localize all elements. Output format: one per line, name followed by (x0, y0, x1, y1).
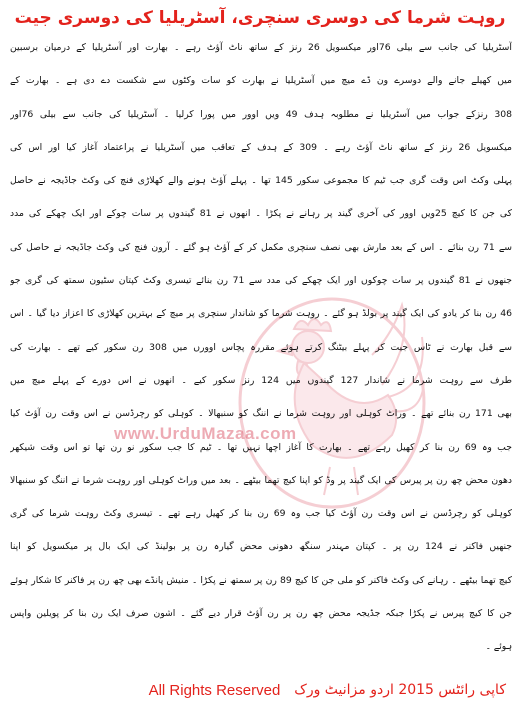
article-line: میکسویل 26 رنز کے ساتھ ناٹ آؤٹ رہے ۔ 309 کے ہدف کے تعاقب میں آسٹریلیا نے پراعتماد آغاز کیا اور اس کی (10, 141, 512, 153)
copyright-text: کاپی رائٹس 2015 اردو مزانیٹ ورک (294, 682, 506, 698)
watermark-site-text: www.UrduMazaa.com (114, 424, 297, 443)
rights-reserved-text: All Rights Reserved (148, 681, 281, 699)
article-line: جنھوں نے 81 گیندوں پر سات چوکوں اور ایک چھکے کی مدد سے 71 رن بنائے تیسری وکٹ کپتان سٹیون سمتھ کی گری جو (10, 275, 512, 287)
article-line: سے قبل بھارت نے ٹاس جیت کر پہلے بیٹنگ کرتے ہوئے مقررہ پچاس اوورں میں 308 رن سکور کیے تھے ۔ بھارت کی (10, 341, 512, 353)
footer (0, 678, 520, 702)
article-line: جنھیں فاکنر نے 124 رن پر ۔ کپتان مہندر سنگھ دھونی محض گیارہ رن پر بولینڈ کی ایک بال پر میکسویل کو اپنا (10, 541, 512, 553)
article-line: آسٹریلیا کی جانب سے بیلی 76اور میکسویل 26 رنز کے ساتھ ناٹ آؤٹ رہے ۔ بھارت اور آسٹریلیا کے درمیان برسبین (10, 42, 512, 53)
article-line: دھون محض چھ رن پر پیرس کی ایک گیند پر وڈ کو اپنا کیچ تھما بیٹھے ۔ بعد میں وراٹ کوہلی اور روہت شرما نے اننگ کو سنبھالا (10, 474, 512, 486)
article-line: پہلی وکٹ اس وقت گری جب ٹیم کا مجموعی سکور 145 تھا ۔ پہلے آؤٹ ہونے والے کھلاڑی فنچ کی وکٹ جاڈیجہ نے حاصل (10, 175, 512, 187)
article-line: سے 71 رن بنائے ۔ اس کے بعد مارش بھی نصف سنچری مکمل کر کے آؤٹ ہو گئے ۔ آرون فنچ کی وکٹ جاڈیجہ نے حاصل کی (10, 241, 512, 253)
article-line: 46 رن بنا کر یادو کی ایک گیند پر بولڈ ہو گئے ۔ روہت شرما کو شاندار سنچری پر میچ کے بہترین کھلاڑی کا اعزاز دیا گیا ۔ اس (10, 308, 512, 320)
article-line: بھی 171 رن بنائے تھے ۔ وراٹ کوہلی اور روہت شرما نے اننگ کو سنبھالا ۔ کوہلی کو رچرڈسن نے اس وقت رن آؤٹ کیا (10, 408, 512, 420)
article-line: میں کھیلے جانے والے دوسرے ون ڈے میچ میں آسٹریلیا نے بھارت کو سات وکٹوں سے شکست دے دی ہے ۔ بھارت کے (10, 75, 512, 87)
article-line: کوہلی کو رچرڈسن نے اس وقت رن آؤٹ کیا جب وہ 69 رن بنا کر کھیل رہے تھے ۔ تیسری وکٹ روہت شرما کی گری (10, 508, 512, 520)
article-line: ہوئے ۔ (485, 641, 512, 653)
article-line: 308 رنزکے جواب میں آسٹریلیا نے مطلوبہ ہدف 49 ویں اوور میں پورا کرلیا ۔ آسٹریلیا کی جانب سے بیلی 76اور (10, 108, 512, 120)
article-line: کیچ تھما بیٹھے ۔ رہانے کی وکٹ فاکنر کو ملی جن کا کیچ 89 رن پر سمتھ نے پکڑا ۔ منیش پانڈے بھی چھ رن پر فاکنر کا شکار ہوئے (10, 574, 512, 586)
article-line: کی جن کا کیچ 25ویں اوور کی آخری گیند پر رہانے نے پکڑا ۔ انھوں نے 81 گیندوں پر سات چوکے اور ایک چھکے کی مدد (10, 208, 512, 220)
article-body (10, 31, 512, 664)
article-line: جن کا کیچ پیرس نے پکڑا جبکہ جڈیجہ محض چھ رن پر رن آؤٹ قرار دیے گئے ۔ اشون صرف ایک رن بنا کر پویلین واپس (10, 608, 512, 620)
article-line: طرف سے روہت شرما نے شاندار 127 گیندوں میں 124 رنز سکور کیے ۔ انھوں نے اس دورے کے پہلے میچ میں (10, 374, 512, 386)
article-title: روہت شرما کی دوسری سنچری، آسٹریلیا کی دوسری جیت (14, 8, 506, 28)
article-line: جب وہ 69 رن بنا کر کھیل رہے تھے ۔ بھارت کا آغاز اچھا نہیں تھا ۔ ٹیم کا جب سکور نو رن تھا تو اس وقت شیکھر (10, 441, 512, 453)
